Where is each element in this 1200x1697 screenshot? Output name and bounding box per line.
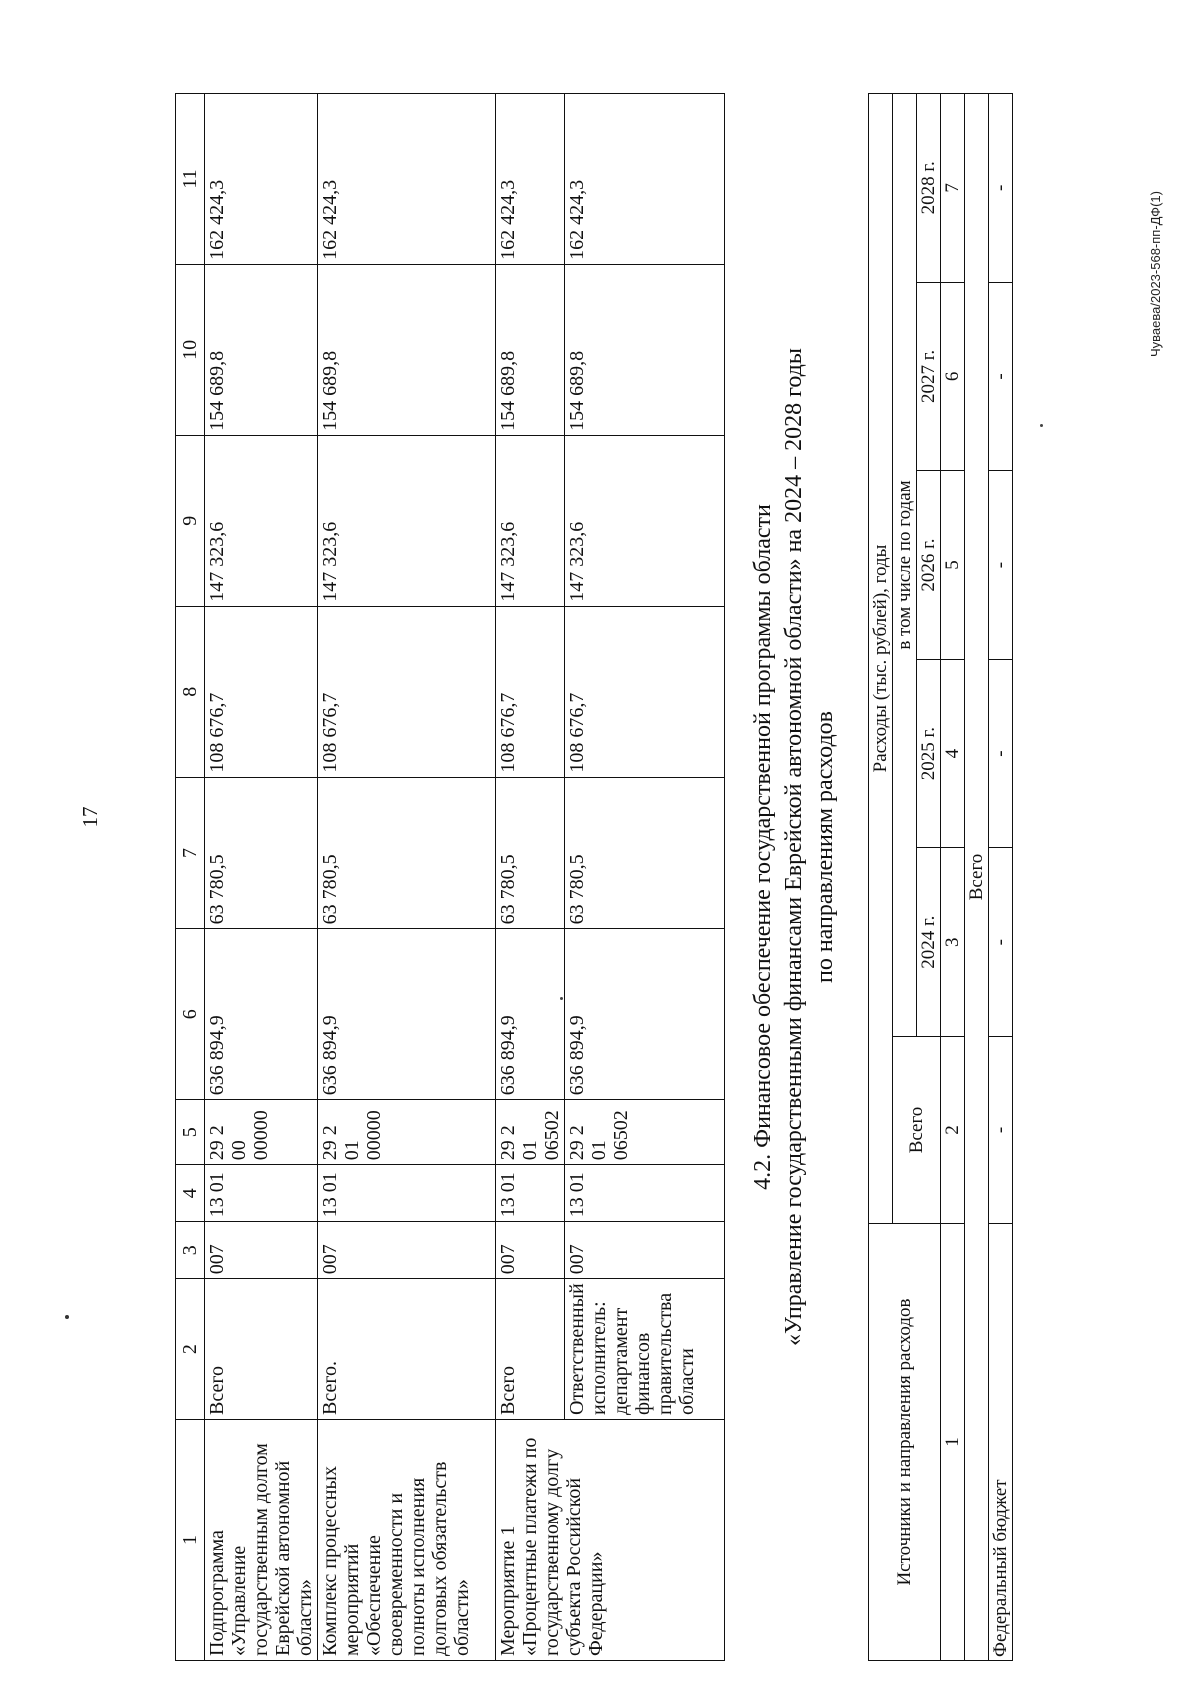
section-heading-line2: «Управление государственными финансами Еврейской автономной области» на 2024 – 2028 годы — [781, 348, 807, 1346]
exp-header-row-1 — [869, 94, 893, 1661]
row-name: Подпрограмма «Управление государственным долгом Еврейской автономной области» — [205, 1420, 318, 1661]
exp-section-row — [965, 94, 989, 1661]
row-value: - — [989, 659, 1013, 848]
table-row — [496, 94, 565, 1661]
row-name — [496, 1420, 725, 1661]
row-source: Ответственный исполнитель: департамент финансов правительства области — [565, 1279, 725, 1420]
row-v7: 63 780,5 — [318, 777, 496, 929]
row-v8: 108 676,7 — [496, 606, 565, 777]
row-v9: 147 323,6 — [565, 435, 725, 606]
row-v8: 108 676,7 — [565, 606, 725, 777]
row-value: - — [989, 282, 1013, 471]
row-name-part2: по государственному долгу субъекта Российской Федерации» — [519, 1437, 607, 1656]
row-c3: 007 — [205, 1222, 318, 1279]
row-v10: 154 689,8 — [205, 264, 318, 435]
col-header-year-2025: 2025 г. — [917, 659, 941, 848]
expenses-by-direction-table — [868, 93, 1013, 1661]
row-v11: 162 424,3 — [205, 94, 318, 265]
col-header-2: 2 — [176, 1279, 205, 1420]
col-header-7: 7 — [176, 777, 205, 929]
row-v9: 147 323,6 — [496, 435, 565, 606]
row-v9: 147 323,6 — [205, 435, 318, 606]
col-number: 3 — [941, 848, 965, 1037]
row-v11: 162 424,3 — [565, 94, 725, 265]
row-v9: 147 323,6 — [318, 435, 496, 606]
table-header-row — [176, 94, 205, 1661]
row-v7: 63 780,5 — [565, 777, 725, 929]
row-c4: 13 01 — [496, 1165, 565, 1222]
row-value: - — [989, 471, 1013, 660]
row-v6: 636 894,9 — [565, 929, 725, 1100]
col-header-year-2028: 2028 г. — [917, 94, 941, 283]
row-v6: 636 894,9 — [496, 929, 565, 1100]
col-header-year-2024: 2024 г. — [917, 848, 941, 1037]
scan-dot — [65, 1315, 69, 1319]
col-header-10: 10 — [176, 264, 205, 435]
col-number: 4 — [941, 659, 965, 848]
program-financing-table — [175, 93, 725, 1661]
col-header-5: 5 — [176, 1100, 205, 1165]
col-header-by-years: в том числе по годам — [893, 94, 917, 1037]
row-v8: 108 676,7 — [205, 606, 318, 777]
exp-number-row — [941, 94, 965, 1661]
row-source: Всего. — [318, 1279, 496, 1420]
row-value: - — [989, 848, 1013, 1037]
row-v11: 162 424,3 — [496, 94, 565, 265]
row-c5: 29 2 01 06502 — [496, 1100, 565, 1165]
table-row — [205, 94, 318, 1661]
table-row — [318, 94, 496, 1661]
row-v10: 154 689,8 — [496, 264, 565, 435]
section-label-total: Всего — [965, 94, 989, 1661]
row-c5: 29 2 01 06502 — [565, 1100, 725, 1165]
section-heading-line3: по направлениям расходов — [812, 711, 838, 984]
row-source: Всего — [496, 1279, 565, 1420]
row-c3: 007 — [565, 1222, 725, 1279]
row-c4: 13 01 — [205, 1165, 318, 1222]
row-v7: 63 780,5 — [496, 777, 565, 929]
col-header-11: 11 — [176, 94, 205, 265]
col-number: 7 — [941, 94, 965, 283]
col-header-year-2027: 2027 г. — [917, 282, 941, 471]
row-c4: 13 01 — [318, 1165, 496, 1222]
row-name: Комплекс процессных мероприятий «Обеспечение своевременности и полноты исполнения долговых обязательств области» — [318, 1420, 496, 1661]
col-header-9: 9 — [176, 435, 205, 606]
col-header-total: Всего — [893, 1037, 941, 1224]
col-header-4: 4 — [176, 1165, 205, 1222]
col-number: 5 — [941, 471, 965, 660]
table-row — [989, 94, 1013, 1661]
row-v7: 63 780,5 — [205, 777, 318, 929]
row-label-federal-budget: Федеральный бюджет — [989, 1224, 1013, 1661]
col-header-year-2026: 2026 г. — [917, 471, 941, 660]
row-value: - — [989, 1037, 1013, 1224]
col-number: 6 — [941, 282, 965, 471]
row-value: - — [989, 94, 1013, 283]
row-v11: 162 424,3 — [318, 94, 496, 265]
page-number: 17 — [78, 806, 102, 828]
scan-dot — [1040, 424, 1043, 427]
row-v6: 636 894,9 — [318, 929, 496, 1100]
row-v10: 154 689,8 — [318, 264, 496, 435]
row-c3: 007 — [496, 1222, 565, 1279]
row-c3: 007 — [318, 1222, 496, 1279]
scan-dot — [560, 997, 563, 1000]
col-header-expenses: Расходы (тыс. рублей), годы — [869, 94, 893, 1224]
row-source: Всего — [205, 1279, 318, 1420]
row-v10: 154 689,8 — [565, 264, 725, 435]
row-c5: 29 2 00 00000 — [205, 1100, 318, 1165]
row-name-part1: Мероприятие 1 «Процентные платежи — [497, 1463, 541, 1656]
row-v8: 108 676,7 — [318, 606, 496, 777]
col-header-sources: Источники и направления расходов — [869, 1224, 941, 1661]
col-number: 2 — [941, 1037, 965, 1224]
col-header-6: 6 — [176, 929, 205, 1100]
col-header-1: 1 — [176, 1420, 205, 1661]
row-c5: 29 2 01 00000 — [318, 1100, 496, 1165]
section-heading-line1: 4.2. Финансовое обеспечение государственной программы области — [750, 504, 776, 1190]
col-header-8: 8 — [176, 606, 205, 777]
document-footer-code: Чуваева/2023-568-пп-ДФ(1) — [1148, 191, 1163, 357]
row-c4: 13 01 — [565, 1165, 725, 1222]
col-number: 1 — [941, 1224, 965, 1661]
col-header-3: 3 — [176, 1222, 205, 1279]
row-v6: 636 894,9 — [205, 929, 318, 1100]
